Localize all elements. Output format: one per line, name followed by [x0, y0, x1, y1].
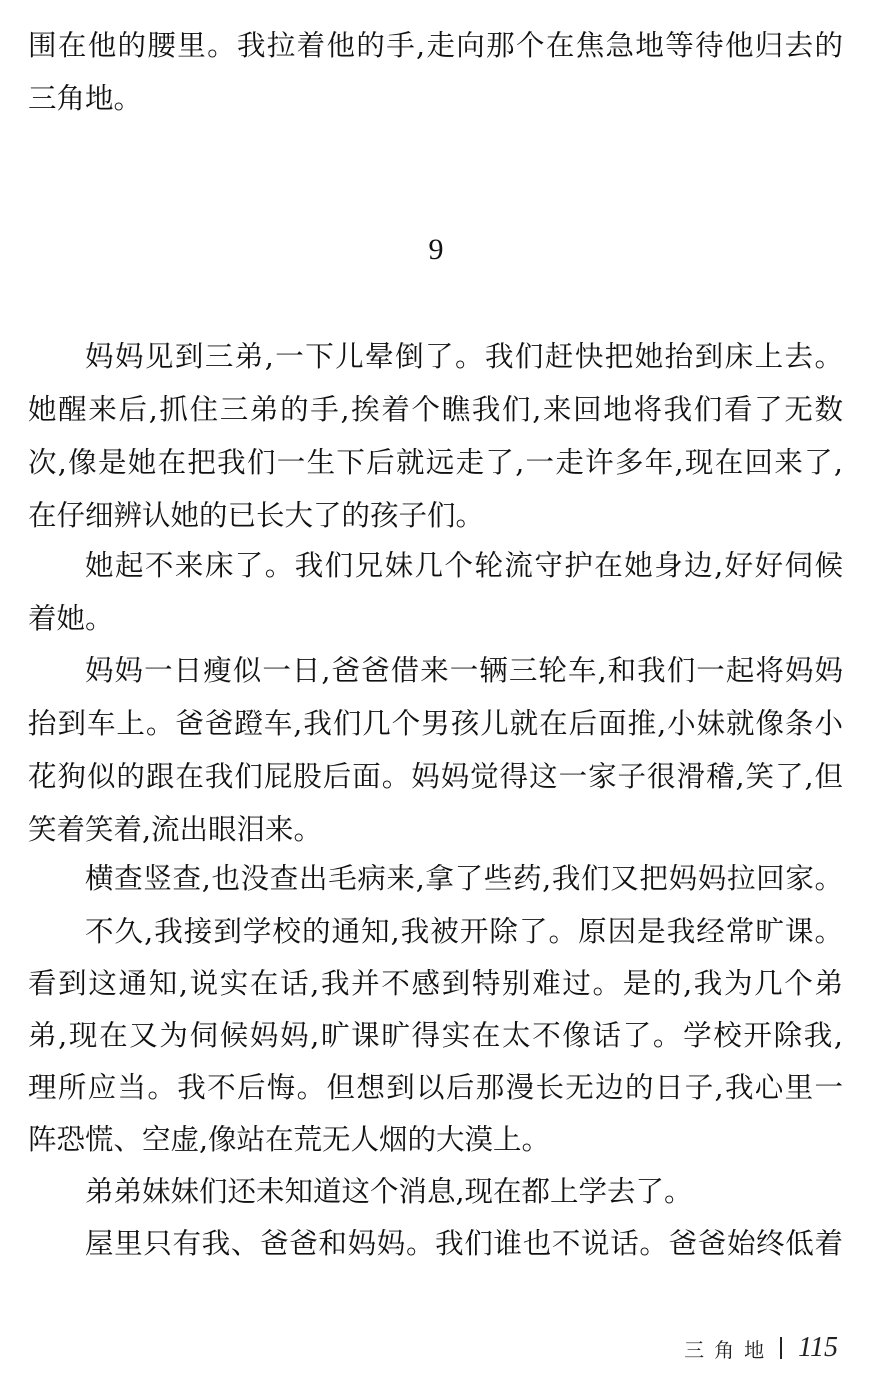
- footer-divider: [780, 1337, 782, 1359]
- text-line: 屋里只有我、爸爸和妈妈。我们谁也不说话。爸爸始终低着: [85, 1227, 843, 1260]
- text-line: 阵恐慌、空虚,像站在荒无人烟的大漠上。: [28, 1123, 551, 1156]
- text-line: 笑着笑着,流出眼泪来。: [28, 813, 323, 846]
- text-line: 弟,现在又为伺候妈妈,旷课旷得实在太不像话了。学校开除我,: [28, 1019, 843, 1052]
- text-line: 次,像是她在把我们一生下后就远走了,一走许多年,现在回来了,: [28, 446, 843, 479]
- section-number: 9: [428, 233, 444, 266]
- text-line: 理所应当。我不后悔。但想到以后那漫长无边的日子,我心里一: [28, 1071, 843, 1104]
- text-line: 着她。: [28, 602, 114, 635]
- text-line: 她醒来后,抓住三弟的手,挨着个瞧我们,来回地将我们看了无数: [28, 393, 843, 426]
- text-line: 她起不来床了。我们兄妹几个轮流守护在她身边,好好伺候: [85, 549, 843, 582]
- page-number: 115: [798, 1332, 838, 1363]
- text-line: 在仔细辨认她的已长大了的孩子们。: [28, 499, 485, 532]
- text-line: 围在他的腰里。我拉着他的手,走向那个在焦急地等待他归去的: [28, 29, 843, 62]
- text-line: 不久,我接到学校的通知,我被开除了。原因是我经常旷课。: [85, 915, 843, 948]
- text-line: 弟弟妹妹们还未知道这个消息,现在都上学去了。: [85, 1175, 693, 1208]
- running-title: 三角地: [684, 1337, 775, 1362]
- text-line: 妈妈见到三弟,一下儿晕倒了。我们赶快把她抬到床上去。: [85, 340, 843, 373]
- text-line: 抬到车上。爸爸蹬车,我们几个男孩儿就在后面推,小妹就像条小: [28, 707, 843, 740]
- text-line: 花狗似的跟在我们屁股后面。妈妈觉得这一家子很滑稽,笑了,但: [28, 760, 843, 793]
- page-footer: [684, 1330, 838, 1366]
- text-line: 看到这通知,说实在话,我并不感到特别难过。是的,我为几个弟: [28, 967, 843, 1000]
- text-line: 妈妈一日瘦似一日,爸爸借来一辆三轮车,和我们一起将妈妈: [85, 654, 843, 687]
- text-line: 横查竖查,也没查出毛病来,拿了些药,我们又把妈妈拉回家。: [85, 862, 843, 895]
- text-line: 三角地。: [28, 82, 143, 115]
